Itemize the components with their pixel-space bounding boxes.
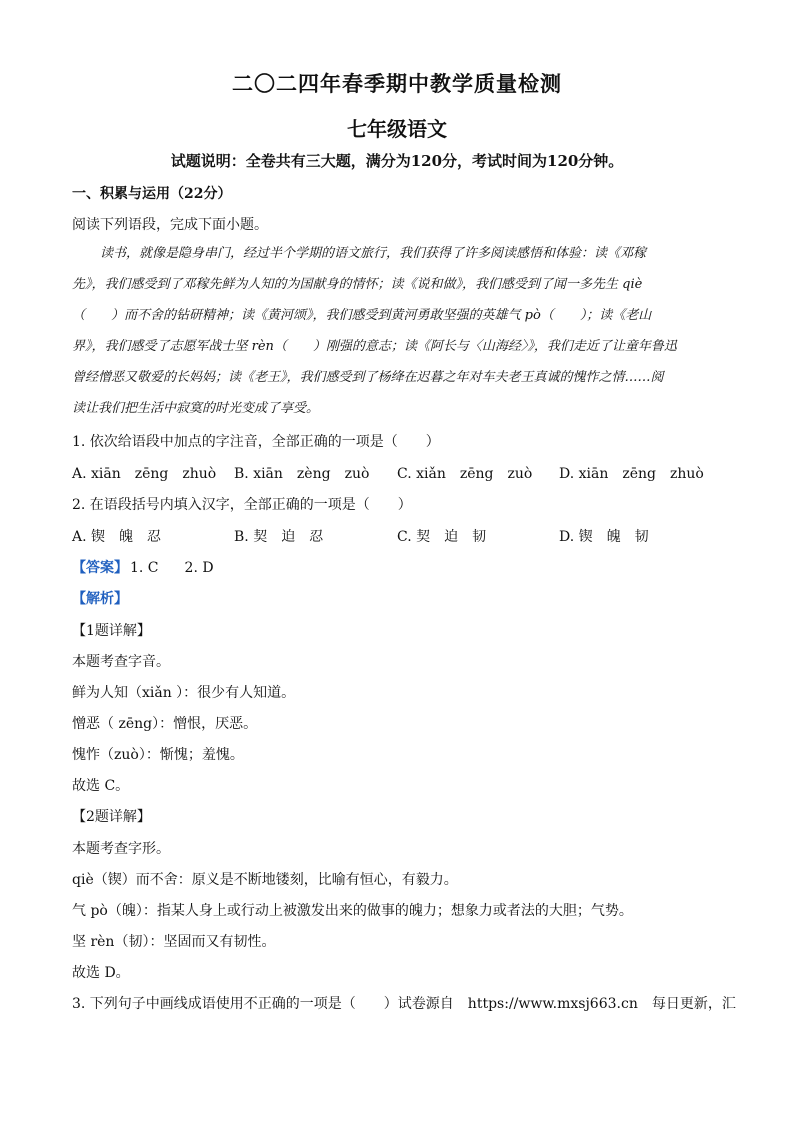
section-intro: 阅读下列语段，完成下面小题。 (72, 217, 268, 233)
detail-1-heading: 【1题详解】 (72, 623, 151, 639)
answer-1: 1. C (130, 560, 159, 576)
detail-2-line: 坚 rèn（韧）：坚固而又有韧性。 (72, 934, 276, 950)
option-d: D. 锲 魄 韧 (559, 529, 649, 545)
passage-line: （ ）而不舍的钻研精神；读《黄河颂》，我们感受到黄河勇敢坚强的英雄气 pò（ ）；读《老山 (72, 308, 652, 323)
detail-1-line: 憎恶（ zēng）：憎恨，厌恶。 (72, 716, 258, 732)
question-3-stem: 3. 下列句子中画线成语使用不正确的一项是（ ）试卷源自 https://www.mxsj663.cn 每日更新，汇 (72, 996, 736, 1012)
detail-2-line: 气 pò（魄）：指某人身上或行动上被激发出来的做事的魄力；想象力或者法的大胆；气势。 (72, 903, 633, 919)
detail-2-line: qiè（锲）而不舍：原义是不断地镂刻，比喻有恒心，有毅力。 (72, 872, 458, 888)
answer-label: 【答案】 (72, 560, 128, 576)
option-c: C. xiǎn zēng zuò (397, 466, 533, 482)
option-b: B. xiān zèng zuò (234, 466, 370, 482)
answer-2: 2. D (184, 560, 214, 576)
reading-passage (72, 238, 722, 424)
answer-line (72, 557, 214, 577)
passage-line: 读让我们把生活中寂寞的时光变成了享受。 (72, 401, 320, 416)
detail-2-line: 故选 D。 (72, 965, 130, 981)
option-d: D. xiān zēng zhuò (559, 466, 704, 482)
exam-title: 二〇二四年春季期中教学质量检测 (232, 71, 562, 96)
passage-line: 先》，我们感受到了邓稼先鲜为人知的为国献身的情怀；读《说和做》，我们感受到了闻一多先生 qiè (72, 277, 643, 292)
question-1-stem: 1. 依次给语段中加点的字注音，全部正确的一项是（ ） (72, 434, 440, 450)
passage-line: 曾经憎恶又敬爱的长妈妈；读《老王》，我们感受到了杨绛在迟暮之年对车夫老王真诚的愧怍之情……阅 (72, 370, 664, 385)
detail-1-line: 愧怍（zuò）：惭愧；羞愧。 (72, 747, 244, 763)
detail-1-line: 故选 C。 (72, 778, 130, 794)
option-a: A. 锲 魄 忍 (72, 529, 162, 545)
passage-line: 读书，就像是隐身串门，经过半个学期的语文旅行，我们获得了许多阅读感悟和体验：读《邓稼 (100, 246, 647, 261)
exam-subtitle: 七年级语文 (347, 117, 447, 141)
option-c: C. 契 迫 韧 (397, 529, 487, 545)
option-b: B. 契 迫 忍 (234, 529, 324, 545)
passage-line: 界》，我们感受了志愿军战士坚 rèn（ ）刚强的意志；读《阿长与〈山海经〉》，我们走近了让童年鲁迅 (72, 339, 677, 354)
detail-1-line: 鲜为人知（xiǎn ）：很少有人知道。 (72, 685, 296, 701)
detail-2-line: 本题考查字形。 (72, 841, 170, 857)
detail-1-line: 本题考查字音。 (72, 654, 170, 670)
detail-2-heading: 【2题详解】 (72, 809, 151, 825)
question-2-stem: 2. 在语段括号内填入汉字，全部正确的一项是（ ） (72, 497, 412, 513)
analysis-label: 【解析】 (72, 591, 128, 607)
section-heading: 一、积累与运用（22分） (72, 186, 232, 202)
exam-instructions: 试题说明：全卷共有三大题，满分为120分，考试时间为120分钟。 (170, 152, 624, 170)
option-a: A. xiān zēng zhuò (72, 466, 217, 482)
